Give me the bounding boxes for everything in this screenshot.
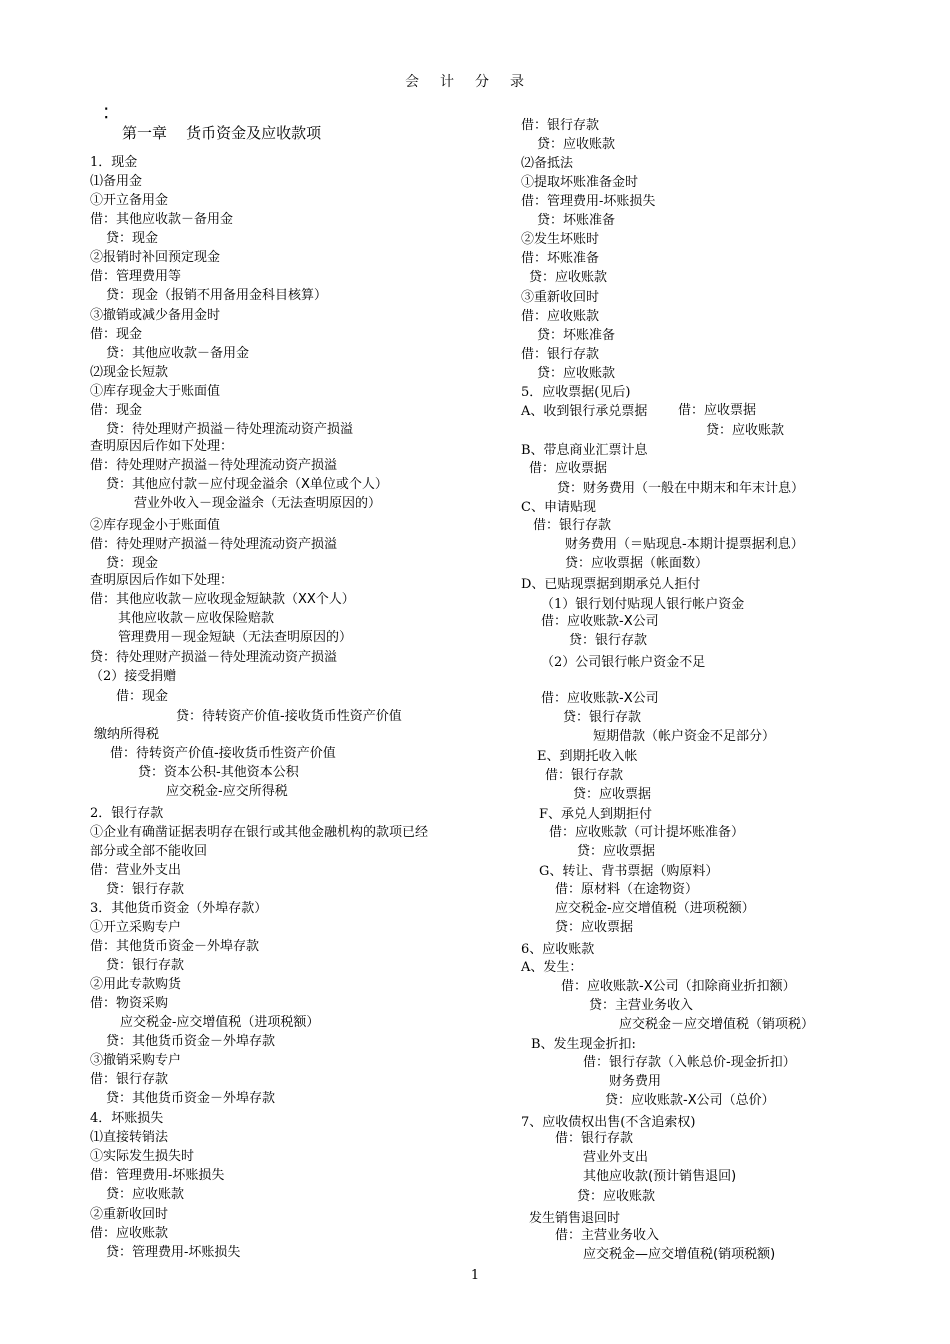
left-line: ①企业有确凿证据表明存在银行或其他金融机构的款项已经 <box>90 825 429 840</box>
right-line: A、发生： <box>521 960 583 975</box>
left-line: 贷：待转资产价值-接收货币性资产价值 <box>176 709 402 724</box>
left-line: 缴纳所得税 <box>94 727 160 742</box>
left-line: （2）接受捐赠 <box>90 669 177 684</box>
right-line: 7、应收债权出售(不含追索权) <box>521 1115 696 1130</box>
right-line: 贷：应收票据 <box>573 787 652 802</box>
left-line: 贷：待处理财产损溢－待处理流动资产损溢 <box>90 650 338 665</box>
right-line: 财务费用 <box>609 1074 662 1089</box>
left-line: 其他应收款－应收保险赔款 <box>118 611 275 626</box>
left-line: ③撤销采购专户 <box>90 1053 182 1068</box>
right-line: 借：银行存款 <box>521 347 600 362</box>
right-line: E、到期托收入帐 <box>537 749 638 764</box>
left-line: 借：待处理财产损溢－待处理流动资产损溢 <box>90 458 338 473</box>
left-line: 4．坏账损失 <box>90 1111 164 1126</box>
left-line: ⑴直接转销法 <box>90 1130 169 1145</box>
right-line: 借：应收票据 <box>678 403 757 418</box>
right-line: ①提取坏账准备金时 <box>521 175 639 190</box>
right-line: 贷：坏账准备 <box>537 213 616 228</box>
right-line: 应交税金－应交增值税（销项税） <box>619 1017 815 1032</box>
right-line: 借：应收账款-X公司（扣除商业折扣额） <box>561 979 796 994</box>
left-line: ②用此专款购货 <box>90 977 182 992</box>
right-line: 财务费用（＝贴现息-本期计提票据利息） <box>565 537 804 552</box>
right-line: 借：主营业务收入 <box>555 1228 660 1243</box>
right-line: 借：管理费用-坏账损失 <box>521 194 656 209</box>
left-line: ①开立采购专户 <box>90 920 182 935</box>
left-line: 贷：资本公积-其他资本公积 <box>138 765 299 780</box>
left-line: ②库存现金小于账面值 <box>90 518 221 533</box>
left-line: 借：管理费用-坏账损失 <box>90 1168 225 1183</box>
right-line: 贷：主营业务收入 <box>589 998 694 1013</box>
right-line: B、发生现金折扣: <box>531 1037 636 1052</box>
left-line: 贷：待处理财产损溢－待处理流动资产损溢 <box>106 422 354 437</box>
right-line: 应交税金-应交增值税（进项税额） <box>555 901 755 916</box>
right-line: 5．应收票据(见后) <box>521 385 631 400</box>
right-line: ⑵备抵法 <box>521 156 574 171</box>
right-line: 借：银行存款 <box>533 518 612 533</box>
left-line: ②重新收回时 <box>90 1207 169 1222</box>
right-line: 发生销售退回时 <box>529 1211 621 1226</box>
left-line: 借：现金 <box>116 689 169 704</box>
right-line: 贷：应收账款 <box>529 270 608 285</box>
right-line: 其他应收款(预计销售退回) <box>583 1169 737 1184</box>
left-line: 借：现金 <box>90 327 143 342</box>
right-line: 贷：应收账款 <box>537 366 616 381</box>
left-line: 管理费用－现金短缺（无法查明原因的） <box>118 630 353 645</box>
left-line: 贷：其他货币资金－外埠存款 <box>106 1091 276 1106</box>
bullet-mark: ⁚ <box>104 106 109 122</box>
right-line: 借：银行存款 <box>555 1131 634 1146</box>
left-line: 贷：现金 <box>106 231 159 246</box>
left-line: 借：管理费用等 <box>90 269 182 284</box>
right-line: 贷：应收账款 <box>706 423 785 438</box>
left-line: 借：其他应收款－备用金 <box>90 212 234 227</box>
right-line: 借：应收账款-X公司 <box>541 691 659 706</box>
right-line: 营业外支出 <box>583 1150 649 1165</box>
left-line: 借：应收账款 <box>90 1226 169 1241</box>
left-line: 借：待转资产价值-接收货币性资产价值 <box>110 746 336 761</box>
right-line: 借：银行存款 <box>521 118 600 133</box>
left-line: 贷：其他应付款－应付现金溢余（X单位或个人） <box>106 477 388 492</box>
left-line: 借：其他应收款－应收现金短缺款（XX个人） <box>90 592 355 607</box>
left-line: 1．现金 <box>90 155 138 170</box>
left-line: 借：银行存款 <box>90 1072 169 1087</box>
document-title: 会计分录 <box>405 74 545 90</box>
right-line: 贷：应收票据 <box>577 844 656 859</box>
right-line: 借：银行存款（入帐总价-现金折扣） <box>583 1055 796 1070</box>
right-line: 6、应收账款 <box>521 942 595 957</box>
right-line: 借：应收账款 <box>521 309 600 324</box>
left-line: 借：待处理财产损溢－待处理流动资产损溢 <box>90 537 338 552</box>
right-line: 贷：应收账款 <box>577 1189 656 1204</box>
right-line: 贷：应收账款-X公司（总价） <box>605 1093 775 1108</box>
right-line: （2）公司银行帐户资金不足 <box>541 655 706 670</box>
left-line: ②报销时补回预定现金 <box>90 250 221 265</box>
page-number: 1 <box>470 1268 480 1283</box>
left-line: 营业外收入－现金溢余（无法查明原因的） <box>134 496 382 511</box>
left-line: 查明原因后作如下处理： <box>90 439 234 454</box>
left-line: ③撤销或减少备用金时 <box>90 308 221 323</box>
left-line: ①库存现金大于账面值 <box>90 384 221 399</box>
left-line: 借：现金 <box>90 403 143 418</box>
right-line: 贷：应收票据（帐面数） <box>565 556 709 571</box>
right-line: ②发生坏账时 <box>521 232 600 247</box>
right-line: F、承兑人到期拒付 <box>539 807 653 822</box>
left-line: 查明原因后作如下处理： <box>90 573 234 588</box>
right-line: 贷：应收账款 <box>537 137 616 152</box>
right-line: 借：原材料（在途物资） <box>555 882 699 897</box>
right-line: （1）银行划付贴现人银行帐户资金 <box>541 597 745 612</box>
right-line: 贷：财务费用（一般在中期末和年末计息） <box>557 481 805 496</box>
right-line: ③重新收回时 <box>521 290 600 305</box>
left-line: ①开立备用金 <box>90 193 169 208</box>
left-line: 贷：银行存款 <box>106 958 185 973</box>
left-line: 2．银行存款 <box>90 806 164 821</box>
left-line: 贷：其他货币资金－外埠存款 <box>106 1034 276 1049</box>
right-line: 借：应收票据 <box>529 461 608 476</box>
left-line: 贷：银行存款 <box>106 882 185 897</box>
right-line: 短期借款（帐户资金不足部分） <box>593 729 776 744</box>
right-line: G、转让、背书票据（购原料） <box>539 864 719 879</box>
left-line: ⑵现金长短款 <box>90 365 169 380</box>
left-line: 借：营业外支出 <box>90 863 182 878</box>
left-line: 应交税金-应交所得税 <box>166 784 288 799</box>
right-line: 借：银行存款 <box>545 768 624 783</box>
right-line: 借：应收账款（可计提坏账准备） <box>549 825 745 840</box>
left-line: 应交税金-应交增值税（进项税额） <box>120 1015 320 1030</box>
left-line: 部分或全部不能收回 <box>90 844 208 859</box>
chapter-heading: 第一章 货币资金及应收款项 <box>122 124 322 142</box>
left-line: 贷：管理费用-坏账损失 <box>106 1245 241 1260</box>
right-line: B、带息商业汇票计息 <box>521 443 648 458</box>
right-line: D、已贴现票据到期承兑人拒付 <box>521 577 701 592</box>
left-line: 贷：现金（报销不用备用金科目核算） <box>106 288 328 303</box>
right-line: C、申请贴现 <box>521 500 596 515</box>
left-line: ⑴备用金 <box>90 174 143 189</box>
right-line: 贷：银行存款 <box>569 633 648 648</box>
left-line: ①实际发生损失时 <box>90 1149 195 1164</box>
left-line: 贷：其他应收款－备用金 <box>106 346 250 361</box>
right-line: 借：坏账准备 <box>521 251 600 266</box>
right-line: 应交税金—应交增值税(销项税额) <box>583 1247 776 1262</box>
right-line: 贷：银行存款 <box>563 710 642 725</box>
left-line: 贷：应收账款 <box>106 1187 185 1202</box>
left-line: 贷：现金 <box>106 556 159 571</box>
left-line: 借：物资采购 <box>90 996 169 1011</box>
right-line: 贷：应收票据 <box>555 920 634 935</box>
right-line: A、收到银行承兑票据 <box>521 404 648 419</box>
right-line: 贷：坏账准备 <box>537 328 616 343</box>
left-line: 借：其他货币资金－外埠存款 <box>90 939 260 954</box>
left-line: 3．其他货币资金（外埠存款） <box>90 901 268 916</box>
right-line: 借：应收账款-X公司 <box>541 614 659 629</box>
